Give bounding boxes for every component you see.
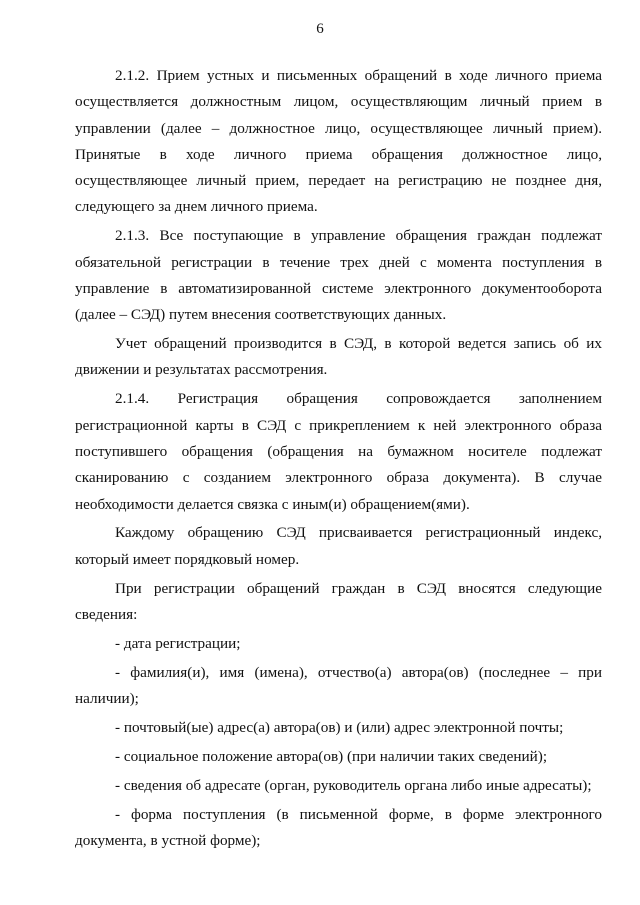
- list-item-registration-date: - дата регистрации;: [115, 634, 241, 652]
- list-item-author-name: - фамилия(и), имя (имена), отчество(а) автора(ов) (последнее – при наличии);: [75, 663, 602, 707]
- list-item-addressee: - сведения об адресате (орган, руководитель органа либо иные адресаты);: [115, 776, 592, 794]
- paragraph-registration-info: При регистрации обращений граждан в СЭД вносятся следующие сведения:: [75, 579, 602, 623]
- paragraph-2-1-4: 2.1.4. Регистрация обращения сопровождается заполнением регистрационной карты в СЭД с прикреплением к ней электронного образа поступившего обращения (обращения на бумажном носителе подлежат сканированию с созданием электронного образа документа). В случае необходимости делается связка с иным(и) обращением(ями).: [75, 390, 602, 513]
- paragraph-accounting: Учет обращений производится в СЭД, в которой ведется запись об их движении и результатах рассмотрения.: [75, 335, 602, 379]
- paragraph-registration-index: Каждому обращению СЭД присваивается регистрационный индекс, который имеет порядковый номер.: [75, 524, 602, 568]
- document-body: [75, 63, 602, 857]
- list-item-author-address: - почтовый(ые) адрес(а) автора(ов) и (или) адрес электронной почты;: [115, 718, 564, 736]
- paragraph-2-1-3: 2.1.3. Все поступающие в управление обращения граждан подлежат обязательной регистрации в течение трех дней с момента поступления в управление в автоматизированной системе электронного документооборота (далее – СЭД) путем внесения соответствующих данных.: [75, 227, 602, 324]
- list-item-social-status: - социальное положение автора(ов) (при наличии таких сведений);: [115, 747, 548, 765]
- list-item-form-of-receipt: - форма поступления (в письменной форме, в форме электронного документа, в устной форме);: [75, 805, 602, 849]
- page-number: 6: [316, 21, 324, 37]
- paragraph-2-1-2: 2.1.2. Прием устных и письменных обращений в ходе личного приема осуществляется должностным лицом, осуществляющим личный прием в управлении (далее – должностное лицо, осуществляющее личный прием). Принятые в ходе личного приема обращения должностное лицо, осуществляющее личный прием, передает на регистрацию не позднее дня, следующего за днем личного приема.: [75, 67, 602, 216]
